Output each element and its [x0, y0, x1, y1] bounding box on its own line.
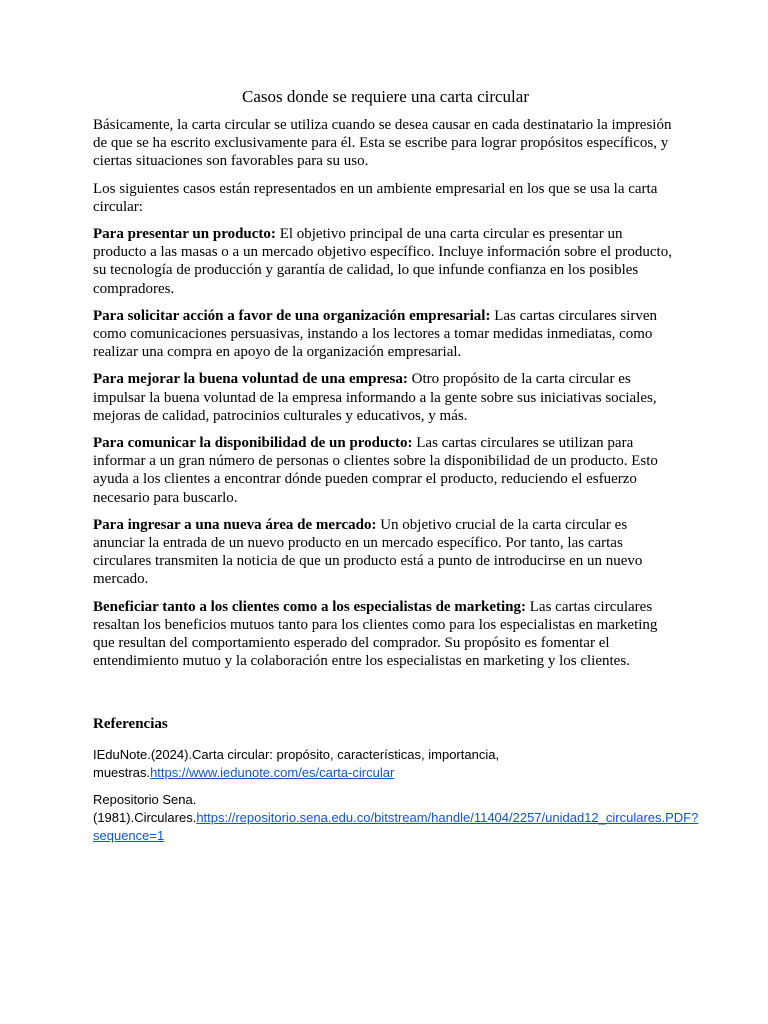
document-page	[93, 86, 699, 854]
case-paragraph	[93, 598, 678, 671]
case-text: Un objetivo crucial de la carta circular es anunciar la entrada de un nuevo producto en un mercado específico. Por tanto, las cartas circulares transmiten la noticia de que un producto está a punto de introducirse en un nuevo mercado.	[93, 516, 643, 588]
case-lead: Para ingresar a una nueva área de mercado:	[93, 516, 377, 533]
case-lead: Para mejorar la buena voluntad de una empresa:	[93, 371, 408, 388]
reference-link[interactable]: https://www.iedunote.com/es/carta-circular	[150, 764, 395, 780]
case-paragraph	[93, 307, 678, 362]
case-lead: Para comunicar la disponibilidad de un producto:	[93, 435, 413, 452]
case-lead: Para presentar un producto:	[93, 226, 276, 243]
reference-text: IEduNote.(2024).Carta circular: propósito, características, importancia, muestras.	[93, 746, 500, 780]
case-text: Las cartas circulares se utilizan para informar a un gran número de personas o clientes sobre la disponibilidad de un producto. Esto ayuda a los clientes a encontrar dónde pueden comprar el producto, reduciendo el esfuerzo necesario para buscarlo.	[93, 435, 658, 506]
intro-paragraph-2: Los siguientes casos están representados en un ambiente empresarial en los que se usa la carta circular:	[93, 180, 658, 215]
references-heading: Referencias	[93, 716, 168, 733]
case-text: Otro propósito de la carta circular es impulsar la buena voluntad de la empresa informando a la gente sobre sus iniciativas sociales, mejoras de calidad, patrocinios culturales y educativos, y más.	[93, 371, 657, 424]
case-lead: Para solicitar acción a favor de una organización empresarial:	[93, 307, 491, 324]
case-paragraph	[93, 516, 678, 589]
reference-link[interactable]: https://repositorio.sena.edu.co/bitstream/handle/11404/2257/unidad12_circulares.PDF?sequence=1	[93, 809, 699, 843]
reference-item	[93, 746, 678, 782]
case-lead: Beneficiar tanto a los clientes como a los especialistas de marketing:	[93, 598, 526, 615]
case-paragraph	[93, 434, 678, 507]
case-text: Las cartas circulares resaltan los beneficios mutuos tanto para los clientes como para los especialistas en marketing que resultan del comportamiento esperado del comprador. Su propósito es fomentar el entendimiento mutuo y la colaboración entre los especialistas en marketing y los clientes.	[93, 598, 658, 670]
document-title: Casos donde se requiere una carta circular	[242, 87, 529, 106]
intro-paragraph: Básicamente, la carta circular se utiliza cuando se desea causar en cada destinatario la impresión de que se ha escrito exclusivamente para él. Esta se escribe para lograr propósitos específicos, y ciertas situaciones son favorables para su uso.	[93, 117, 672, 170]
case-text: El objetivo principal de una carta circular es presentar un producto a las masas o a un mercado objetivo específico. Incluye información sobre el producto, su tecnología de producción y garantía de calidad, lo que infunde confianza en los posibles compradores.	[93, 226, 672, 297]
reference-item	[93, 791, 699, 845]
reference-text: Repositorio Sena.(1981).Circulares.	[93, 791, 197, 825]
case-text: Las cartas circulares sirven como comunicaciones persuasivas, instando a los lectores a tomar medidas inmediatas, como realizar una compra en apoyo de la organización empresarial.	[93, 307, 658, 361]
case-paragraph	[93, 370, 678, 425]
case-paragraph	[93, 225, 678, 298]
